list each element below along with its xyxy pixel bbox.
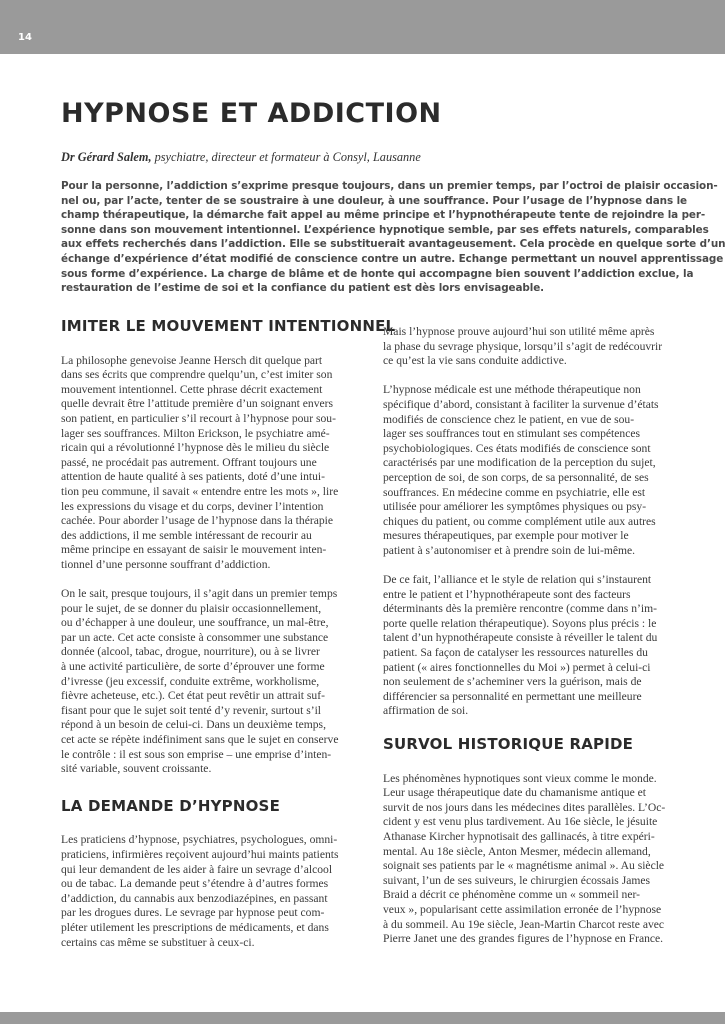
text-line: tionnel d’une personne souffrant d’addiction. xyxy=(61,557,271,571)
text-line: veux », popularisant cette assimilation erronée de l’hypnose xyxy=(383,902,662,916)
text-line: à une activité particulière, de sorte d’éprouver une forme xyxy=(61,660,325,674)
text-line: souffrances. En médecine comme en psychiatrie, elle est xyxy=(383,485,646,499)
text-line: fisant pour que le sujet soit tenté d’y revenir, surtout s’il xyxy=(61,703,322,717)
text-line: mesures thérapeutiques, par exemple pour motiver le xyxy=(383,529,629,543)
left-paragraph-2 xyxy=(61,587,357,777)
text-line: même principe en essayant de saisir le mouvement inten- xyxy=(61,543,327,557)
text-line: ou d’échapper à une douleur, une souffrance, un mal-être, xyxy=(61,616,329,630)
right-paragraph-2 xyxy=(383,383,679,558)
text-line: nel ou, par l’acte, tenter de se soustraire à une douleur, à une souffrance. Pour l’usage de l’hypnose dans le xyxy=(61,194,687,207)
text-line: restauration de l’estime de soi et la confiance du patient est dès lors envisageable. xyxy=(61,282,545,295)
text-line: sité variable, souvent croissante. xyxy=(61,762,212,776)
text-line: fièvre acheteuse, etc.). Cet état peut revêtir un attrait suf- xyxy=(61,689,325,703)
left-column xyxy=(61,317,396,950)
text-line: déterminants dès la première rencontre (comme dans n’im- xyxy=(383,602,657,616)
section-heading-imiter: IMITER LE MOUVEMENT INTENTIONNEL xyxy=(61,317,396,335)
text-line: On le sait, presque toujours, il s’agit dans un premier temps xyxy=(61,587,338,601)
text-line: spécifique d’abord, consistant à faciliter la survenue d’états xyxy=(383,397,659,411)
text-line: ricain qui a révolutionné l’hypnose dès le milieu du siècle xyxy=(61,441,330,455)
article-title: HYPNOSE ET ADDICTION xyxy=(61,98,442,129)
text-line: sonne dans son mouvement intentionnel. L’expérience hypnotique semble, par ses effets naturels, comparables xyxy=(61,223,709,236)
text-line: le contrôle : il est sous son emprise – une emprise d’inten- xyxy=(61,747,332,761)
byline xyxy=(61,150,421,165)
text-line: répond à un besoin de celui-ci. Dans un deuxième temps, xyxy=(61,718,326,732)
text-line: modifiés de conscience chez le patient, en vue de sou- xyxy=(383,412,635,426)
text-line: affirmation de soi. xyxy=(383,704,469,718)
text-line: patient. Sa façon de catalyser les ressources naturelles du xyxy=(383,646,648,660)
text-line: Pierre Janet une des grandes figures de l’hypnose en France. xyxy=(383,932,664,946)
text-line: à du sommeil. Au 19e siècle, Jean-Martin Charcot reste avec xyxy=(383,917,665,931)
text-line: psychobiologiques. Ces états modifiés de conscience sont xyxy=(383,441,651,455)
text-line: son patient, en particulier s’il recourt à l’hypnose pour sou- xyxy=(61,411,336,425)
text-line: dans ses écrits que comprendre quelqu’un, c’est imiter son xyxy=(61,368,333,382)
text-line: praticiens, infirmières reçoivent aujourd’hui maints patients xyxy=(61,848,339,861)
text-line: Les phénomènes hypnotiques sont vieux comme le monde. xyxy=(383,771,657,785)
text-line: patient (« aires fonctionnelles du Moi ») permet à celui-ci xyxy=(383,660,651,674)
text-line: L’hypnose médicale est une méthode thérapeutique non xyxy=(383,383,641,397)
text-line: De ce fait, l’alliance et le style de relation qui s’instaurent xyxy=(383,573,652,587)
text-line: cident y est venu plus tardivement. Au 16e siècle, le jésuite xyxy=(383,815,658,829)
right-column xyxy=(383,325,679,947)
right-paragraph-4 xyxy=(383,772,679,947)
text-line: Les praticiens d’hypnose, psychiatres, psychologues, omni- xyxy=(61,833,338,847)
text-line: chiques du patient, ou comme complément utile aux autres xyxy=(383,514,656,528)
text-line: mental. Au 18e siècle, Anton Mesmer, médecin allemand, xyxy=(383,844,651,858)
text-line: La philosophe genevoise Jeanne Hersch dit quelque part xyxy=(61,353,323,367)
text-line: aux effets recherchés dans l’addiction. Elle se substituerait avantageusement. Cela procède en quelque sorte d’un xyxy=(61,238,725,251)
text-line: suivant, l’un de ses suiveurs, le chirurgien écossais James xyxy=(383,873,651,887)
author-role: psychiatre, directeur et formateur à Consyl, Lausanne xyxy=(151,150,421,164)
right-paragraph-1 xyxy=(383,325,679,369)
text-line: patient à s’autonomiser et à prendre soin de lui-même. xyxy=(383,543,636,557)
text-line: lager ses souffrances tout en stimulant ses compétences xyxy=(383,427,641,441)
text-line: différencier sa personnalité en permettant une meilleure xyxy=(383,689,642,703)
header-bar xyxy=(0,0,725,54)
author-name: Dr Gérard Salem, xyxy=(61,150,152,164)
text-line: talent d’un hypnothérapeute consiste à réveiller le talent du xyxy=(383,631,658,645)
section-heading-demande: LA DEMANDE D’HYPNOSE xyxy=(61,796,281,815)
text-line: Leur usage thérapeutique date du chamanisme antique et xyxy=(383,786,647,800)
text-line: sous forme d’expérience. La charge de blâme et de honte qui accompagne bien souvent l’addiction exclue, la xyxy=(61,267,694,280)
text-line: soignait ses patients par le « magnétisme animal ». Au siècle xyxy=(383,859,665,873)
intro-paragraph xyxy=(61,179,725,296)
text-line: porte quelle relation thérapeutique). Soyons plus précis : le xyxy=(383,616,657,630)
text-line: la phase du sevrage physique, lorsqu’il s’agit de redécouvrir xyxy=(383,339,663,353)
text-line: d’ivresse (jeu excessif, conduite extrême, workholisme, xyxy=(61,674,320,688)
left-paragraph-1 xyxy=(61,354,357,573)
text-line: par un acte. Cet acte consiste à consommer une substance xyxy=(61,630,329,644)
text-line: caractérisés par une modification de la perception du sujet, xyxy=(383,456,656,470)
footer-bar xyxy=(0,1012,725,1024)
text-line: champ thérapeutique, la démarche fait appel au même principe et l’hypnothérapeute tente de rejoindre la per- xyxy=(61,209,706,222)
text-line: mouvement intentionnel. Cette phrase décrit exactement xyxy=(61,382,323,396)
text-line: des addictions, il me semble intéressant de recourir au xyxy=(61,528,312,542)
text-line: non seulement de s’acheminer vers la guérison, mais de xyxy=(383,675,642,689)
text-line: qui leur demandent de les aider à faire un sevrage d’alcool xyxy=(61,862,333,876)
page-number: 14 xyxy=(18,32,32,43)
text-line: échange d’expérience d’état modifié de conscience contre un autre. Echange permettant un nouvel apprentissage xyxy=(61,252,724,265)
section-heading-survol: SURVOL HISTORIQUE RAPIDE xyxy=(383,735,634,754)
text-line: Athanase Kircher hypnotisait des gallinacés, à titre expéri- xyxy=(383,830,655,843)
text-line: utilisée pour améliorer les symptômes physiques ou psy- xyxy=(383,500,647,514)
text-line: Braid a décrit ce phénomène comme un « sommeil ner- xyxy=(383,888,640,902)
text-line: cachée. Pour aborder l’usage de l’hypnose dans la thérapie xyxy=(61,514,334,528)
text-line: survit de nos jours dans les médecines dites parallèles. L’Oc- xyxy=(383,800,666,814)
text-line: perception de soi, de son corps, de sa personnalité, de ses xyxy=(383,470,649,484)
text-line: certains cas même se substituer à ceux-ci. xyxy=(61,935,255,949)
right-paragraph-3 xyxy=(383,573,679,719)
text-line: lager ses souffrances. Milton Erickson, le psychiatre amé- xyxy=(61,426,330,440)
text-line: attention de haute qualité à ses patients, doté d’une intui- xyxy=(61,470,326,484)
text-line: ce qu’est la vie sans conduite addictive. xyxy=(383,354,567,368)
text-line: passé, ne procédait pas autrement. Offrant toujours une xyxy=(61,455,317,469)
text-line: pléter utilement les prescriptions de médicaments, et dans xyxy=(61,920,329,934)
text-line: les expressions du visage et du corps, deviner l’intention xyxy=(61,499,324,513)
text-line: ou de tabac. La demande peut s’étendre à d’autres formes xyxy=(61,877,329,891)
left-paragraph-3 xyxy=(61,833,357,950)
text-line: Pour la personne, l’addiction s’exprime presque toujours, dans un premier temps, par l’octroi de plaisir occasion- xyxy=(61,180,718,192)
text-line: quelle devrait être l’attitude première d’un soignant envers xyxy=(61,397,334,411)
text-line: pour le sujet, de se donner du plaisir occasionnellement, xyxy=(61,601,322,615)
text-line: cet acte se répète indéfiniment sans que le sujet en conserve xyxy=(61,733,339,747)
text-line: d’addiction, du cannabis aux benzodiazépines, en passant xyxy=(61,891,328,905)
text-line: par les drogues dures. Le sevrage par hypnose peut com- xyxy=(61,906,325,920)
text-line: donnée (alcool, tabac, drogue, nourriture), ou à se livrer xyxy=(61,645,320,659)
text-line: tion peu commune, il savait « entendre entre les mots », lire xyxy=(61,484,339,498)
text-line: entre le patient et l’hypnothérapeute sont des facteurs xyxy=(383,587,631,601)
text-line: Mais l’hypnose prouve aujourd’hui son utilité même après xyxy=(383,325,655,338)
